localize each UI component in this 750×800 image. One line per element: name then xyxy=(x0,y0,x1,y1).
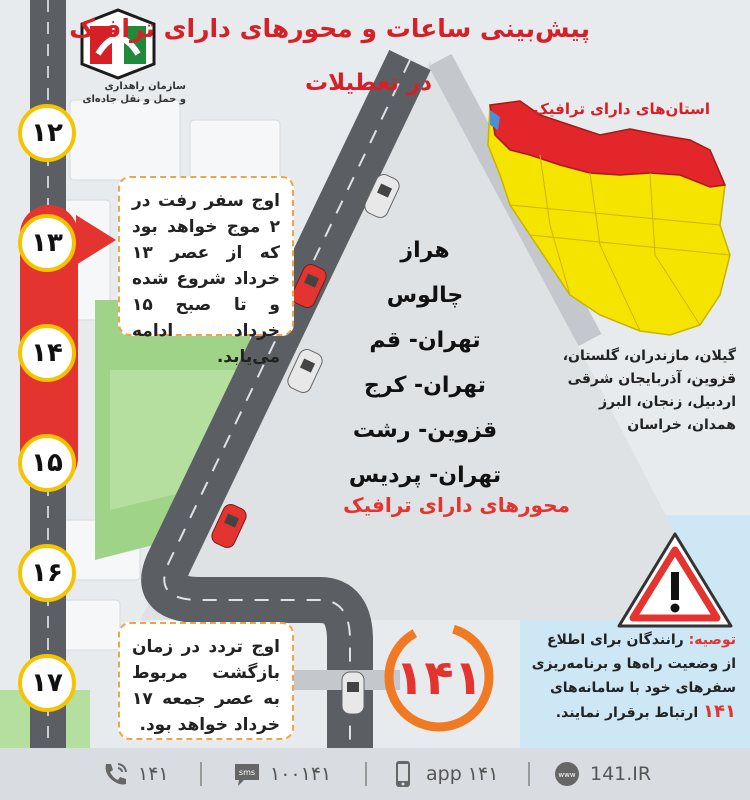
route-item: چالوس xyxy=(386,283,464,308)
day-15: ۱۵ xyxy=(18,434,76,492)
footer-sms[interactable]: sms ۱۰۰۱۴۱ xyxy=(232,760,331,788)
page-title: پیش‌بینی ساعات و محورهای دارای ترافیک xyxy=(69,14,590,43)
web-icon xyxy=(552,760,582,788)
page-subtitle: در تعطیلات xyxy=(304,70,432,96)
day-14: ۱۴ xyxy=(18,324,76,382)
return-note: اوج تردد در زمان بازگشت مربوط به عصر جمعه ۱۷ خرداد خواهد بود. xyxy=(118,622,294,740)
footer-bar xyxy=(0,748,750,800)
mobile-app-icon xyxy=(388,760,418,788)
svg-text:sms: sms xyxy=(238,768,256,777)
svg-text:۱۴۱: ۱۴۱ xyxy=(395,650,483,706)
route-item: قزوین- رشت xyxy=(352,418,498,443)
footer-divider xyxy=(200,762,202,786)
provinces-title: استان‌های دارای ترافیک xyxy=(533,100,710,118)
day-12: ۱۲ xyxy=(18,104,76,162)
departure-note: اوج سفر رفت در ۲ موج خواهد بود که از عصر ۱۳ خرداد شروع شده و تا صبح ۱۵ خرداد ادامه می‌یابد. xyxy=(118,176,294,336)
sms-icon xyxy=(232,760,262,788)
footer-app[interactable]: app ۱۴۱ xyxy=(388,760,498,788)
day-16: ۱۶ xyxy=(18,544,76,602)
footer-divider xyxy=(365,762,367,786)
route-item: تهران- قم xyxy=(369,328,481,353)
day-17: ۱۷ xyxy=(18,654,76,712)
org-name: سازمان راهداری و حمل و نقل جاده‌ای xyxy=(82,81,186,105)
warning-sign-icon xyxy=(615,530,735,630)
advice-label: توصیه: xyxy=(688,632,736,648)
route-item: تهران- پردیس xyxy=(348,463,502,488)
routes-title: محورهای دارای ترافیک xyxy=(343,493,570,517)
footer-phone[interactable]: ۱۴۱ xyxy=(100,760,169,788)
footer-web[interactable]: www 141.IR xyxy=(552,760,651,788)
svg-text:www: www xyxy=(558,771,576,779)
route-item: هراز xyxy=(400,238,450,263)
footer-divider xyxy=(528,762,530,786)
iran-map xyxy=(480,95,740,345)
route-item: تهران- کرج xyxy=(364,373,486,398)
advice-number: ۱۴۱ xyxy=(703,701,736,722)
day-13: ۱۳ xyxy=(18,214,76,272)
pointer-arrow-icon xyxy=(76,215,116,265)
advice-text: توصیه: رانندگان برای اطلاع از وضعیت راه‌ها و برنامه‌ریزی سفرهای خود با سامانه‌های ۱۴۱ ارتباط برقرار نمایند. xyxy=(531,632,736,722)
provinces-list: گیلان، مازندران، گلستان، قزوین، آذربایجان شرقی اردبیل، زنجان، البرز همدان، خراسان xyxy=(562,348,736,433)
phone-icon xyxy=(100,760,130,788)
car-icon xyxy=(342,672,364,714)
logo-141-icon xyxy=(384,618,494,736)
